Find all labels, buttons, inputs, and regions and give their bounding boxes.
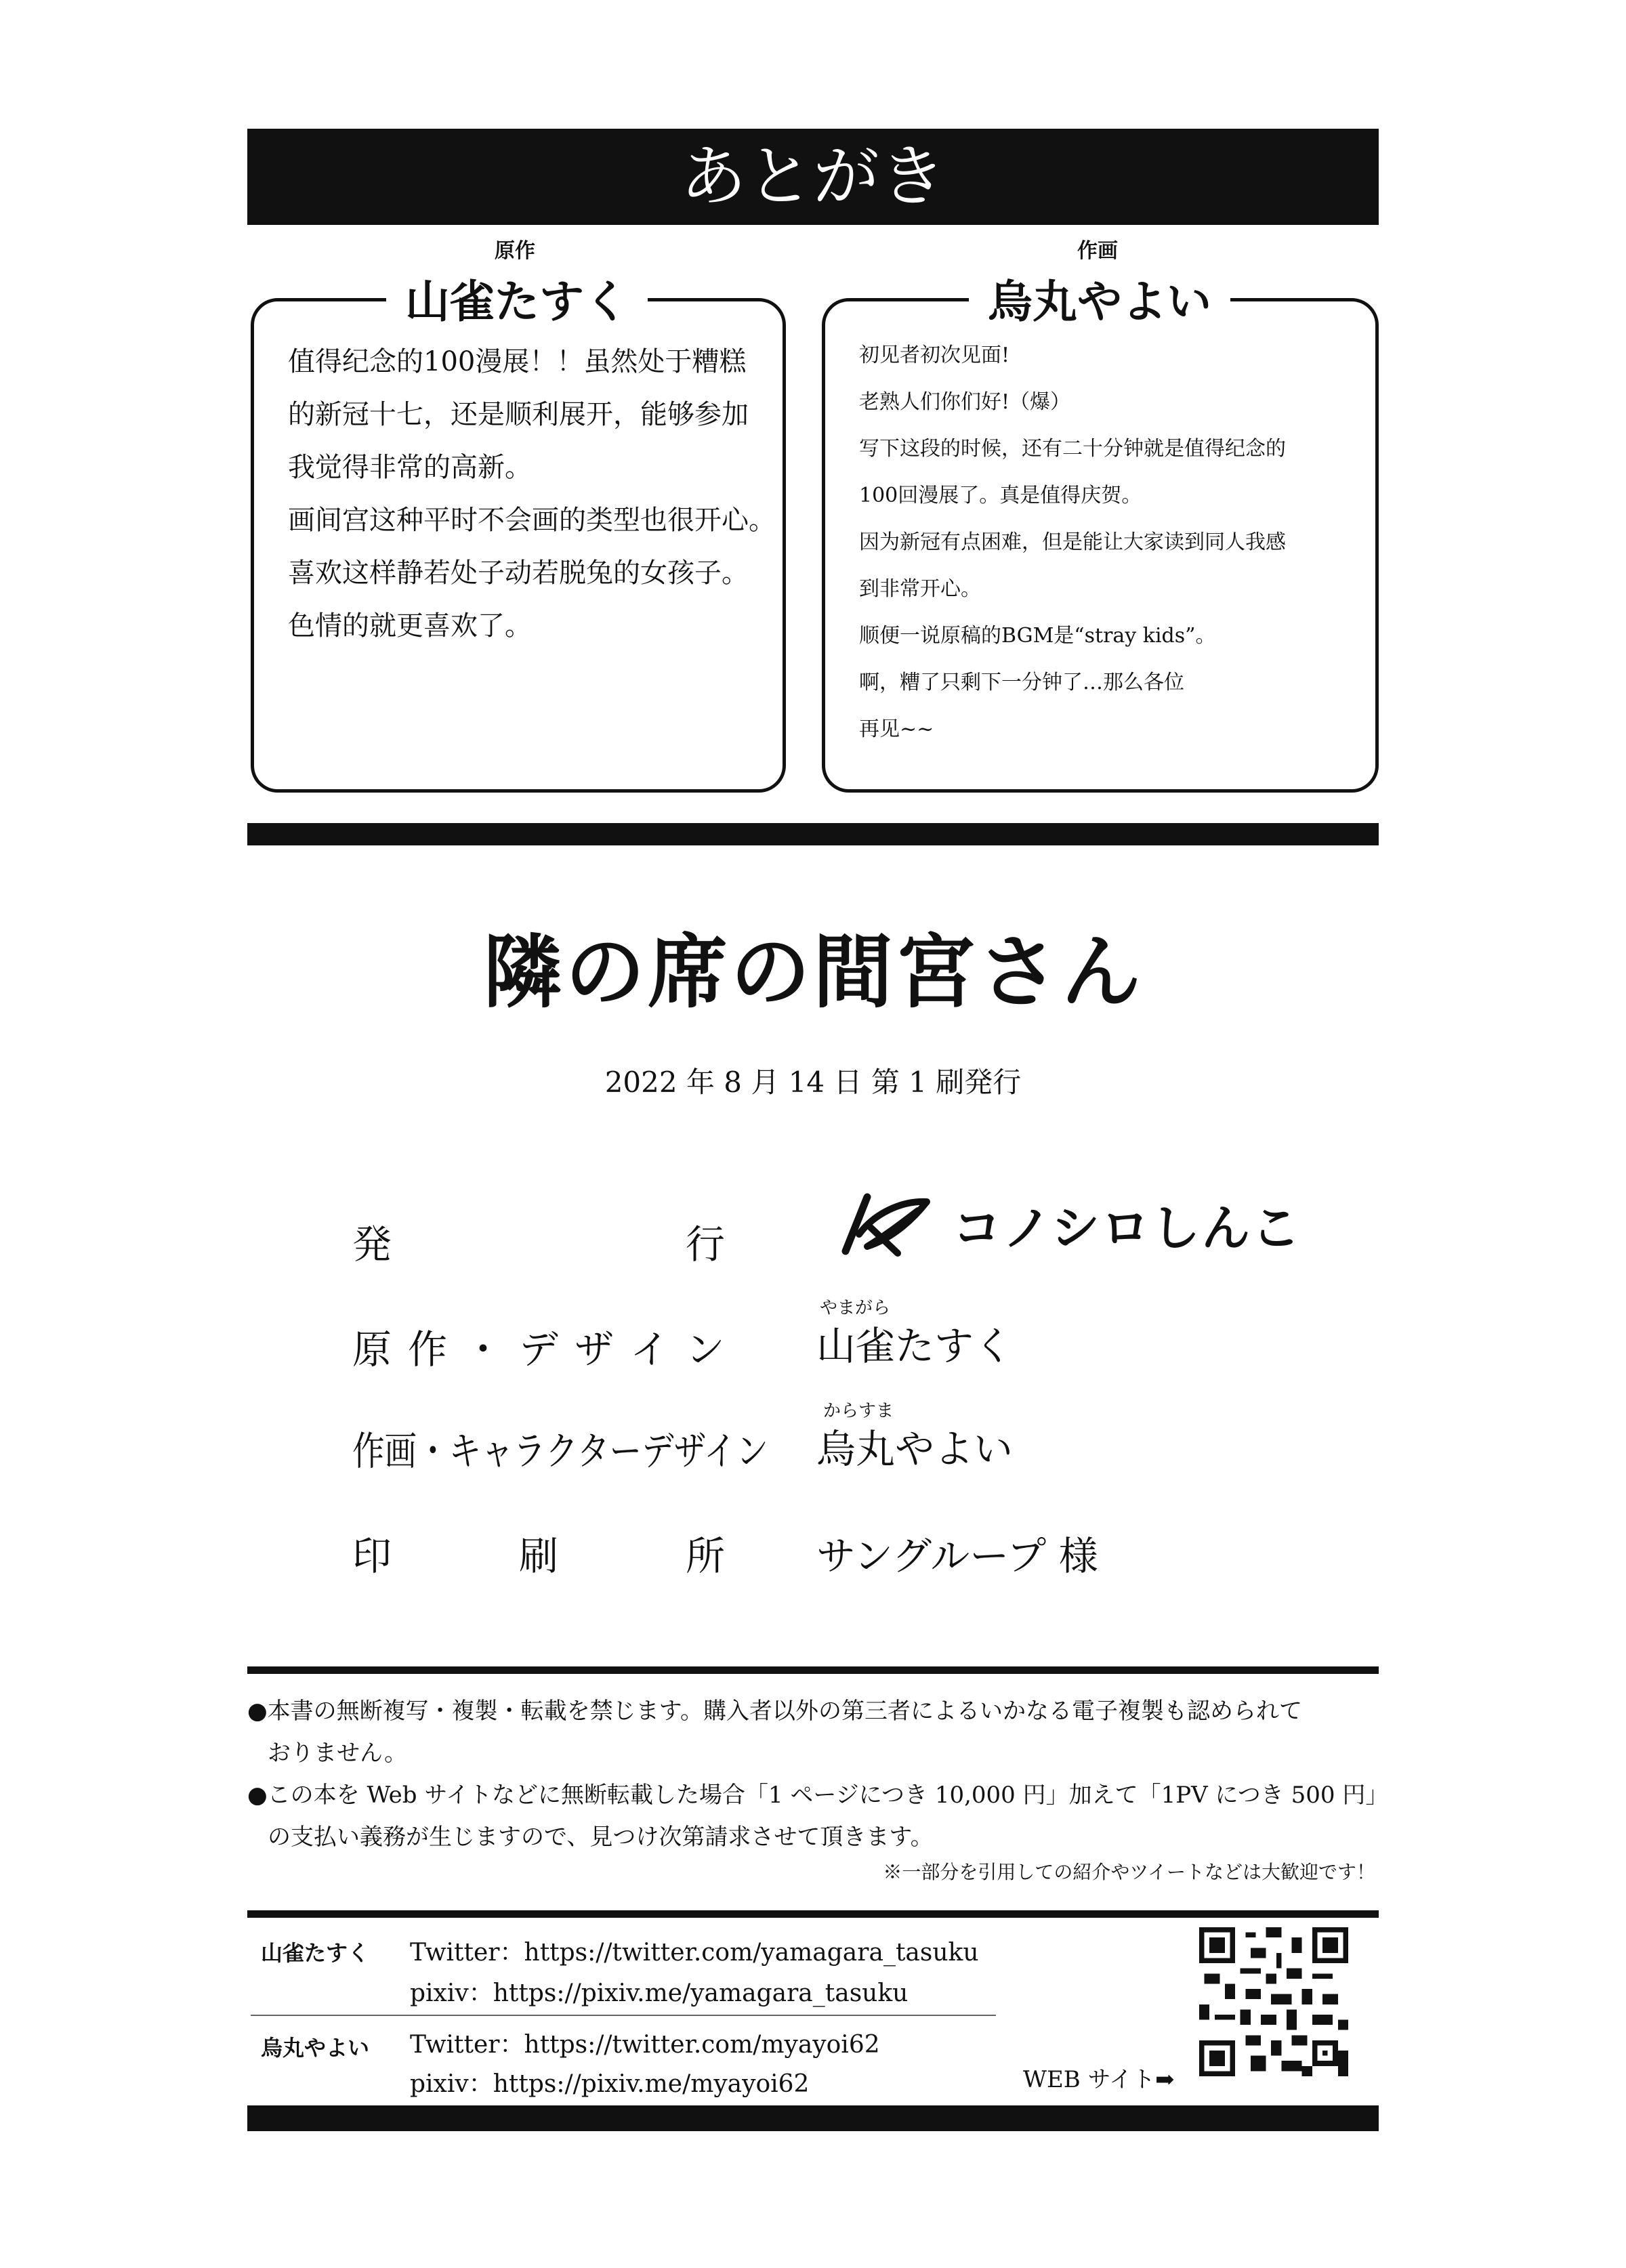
notice-line-4: の支払い義務が生じますので、見つけ次第請求させて頂きます。 — [268, 1824, 934, 1851]
left-line: 我觉得非常的高新。 — [288, 452, 532, 483]
sns-author-2-pixiv[interactable]: pixiv：https://pixiv.me/myayoi62 — [410, 2070, 810, 2098]
right-line: 啊，糟了只剩下一分钟了…那么各位 — [859, 671, 1184, 694]
publisher-label — [352, 1213, 725, 1269]
left-role-label: 原作 — [495, 239, 535, 263]
notice-note: ※一部分を引用しての紹介やツイートなどは大歓迎です！ — [883, 1861, 1375, 1883]
sns-top-bar — [247, 1910, 1379, 1918]
afterword-title: あとがき — [247, 129, 1379, 225]
left-line: 值得纪念的100漫展！！虽然处于糟糕 — [288, 346, 747, 377]
right-line: 写下这段的时候，还有二十分钟就是值得纪念的 — [859, 437, 1286, 461]
label-char: 行 — [685, 1221, 725, 1267]
label-char: 発 — [352, 1221, 392, 1267]
publisher-logo — [840, 1187, 1301, 1261]
printer-value: サングループ 様 — [816, 1533, 1098, 1579]
notice-top-bar — [247, 1666, 1379, 1674]
label-char: ・ — [463, 1326, 503, 1372]
notice-line-3: ●この本を Web サイトなどに無断転載した場合「1 ページにつき 10,000 円」加えて「1PV につき 500 円」 — [247, 1782, 1389, 1809]
left-line: 画间宫这种平时不会画的类型也很开心。 — [288, 505, 776, 536]
right-role-label: 作画 — [1077, 239, 1118, 263]
label-char: 印 — [352, 1533, 392, 1579]
right-line: 因为新冠有点困难，但是能让大家读到同人我感 — [859, 530, 1286, 554]
sns-divider — [251, 2015, 996, 2016]
label-char: ン — [685, 1326, 725, 1372]
right-line: 顺便一说原稿的BGM是“stray kids”。 — [859, 624, 1216, 648]
sns-author-1-twitter[interactable]: Twitter：https://twitter.com/yamagara_tasuku — [410, 1939, 979, 1967]
original-author: 山雀たすく — [816, 1323, 1014, 1369]
original-design-label — [352, 1318, 725, 1374]
label-char: 刷 — [518, 1533, 558, 1579]
right-line: 初见者初次见面! — [859, 343, 1010, 367]
label-char: デ — [518, 1326, 558, 1372]
label-char: イ — [629, 1326, 669, 1372]
sns-author-1-pixiv[interactable]: pixiv：https://pixiv.me/yamagara_tasuku — [410, 1979, 909, 2007]
left-line: 色情的就更喜欢了。 — [288, 610, 532, 642]
notice-line-1: ●本書の無断複写・複製・転載を禁じます。購入者以外の第三者によるいかなる電子複製も認められて — [247, 1698, 1302, 1725]
right-line: 100回漫展了。真是值得庆贺。 — [859, 484, 1142, 507]
right-author-name: 烏丸やよい — [969, 266, 1230, 330]
sns-author-1-name: 山雀たすく — [261, 1940, 370, 1966]
bottom-bar — [247, 2105, 1379, 2131]
label-char: 作 — [407, 1326, 447, 1372]
left-author-name: 山雀たすく — [386, 266, 648, 330]
original-ruby: やまがら — [820, 1298, 891, 1318]
sns-author-2-name: 烏丸やよい — [261, 2035, 370, 2061]
art-author: 烏丸やよい — [816, 1426, 1014, 1472]
art-ruby: からすま — [823, 1401, 894, 1421]
art-design-label-text: 作画・キャラクターデザイン — [352, 1428, 769, 1474]
label-char: ザ — [574, 1326, 614, 1372]
publisher-logo-text: コノシロしんこ — [953, 1200, 1302, 1257]
section-divider-bar — [247, 823, 1379, 845]
right-afterword-text — [859, 332, 1286, 753]
book-title: 隣の席の間宮さん — [482, 925, 1144, 1019]
printer-label — [352, 1524, 725, 1581]
notice-line-2: おりません。 — [268, 1740, 408, 1767]
left-afterword-text — [288, 335, 776, 652]
art-design-label — [352, 1419, 769, 1476]
right-line: 老熟人们你们好!（爆） — [859, 390, 1071, 414]
sns-author-2-twitter[interactable]: Twitter：https://twitter.com/myayoi62 — [410, 2031, 880, 2059]
left-line: 的新冠十七，还是顺利展开，能够参加 — [288, 399, 749, 430]
label-char: 所 — [685, 1533, 725, 1579]
web-site-label: WEB サイト➡ — [1023, 2066, 1175, 2093]
label-char: 原 — [352, 1326, 392, 1372]
publication-date: 2022 年 8 月 14 日 第 1 刷発行 — [604, 1066, 1022, 1099]
publisher-logo-icon — [840, 1187, 935, 1261]
qr-code-icon[interactable] — [1199, 1927, 1348, 2076]
right-line: 再见~~ — [859, 717, 934, 741]
right-line: 到非常开心。 — [859, 577, 981, 601]
left-line: 喜欢这样静若处子动若脱兔的女孩子。 — [288, 558, 749, 589]
